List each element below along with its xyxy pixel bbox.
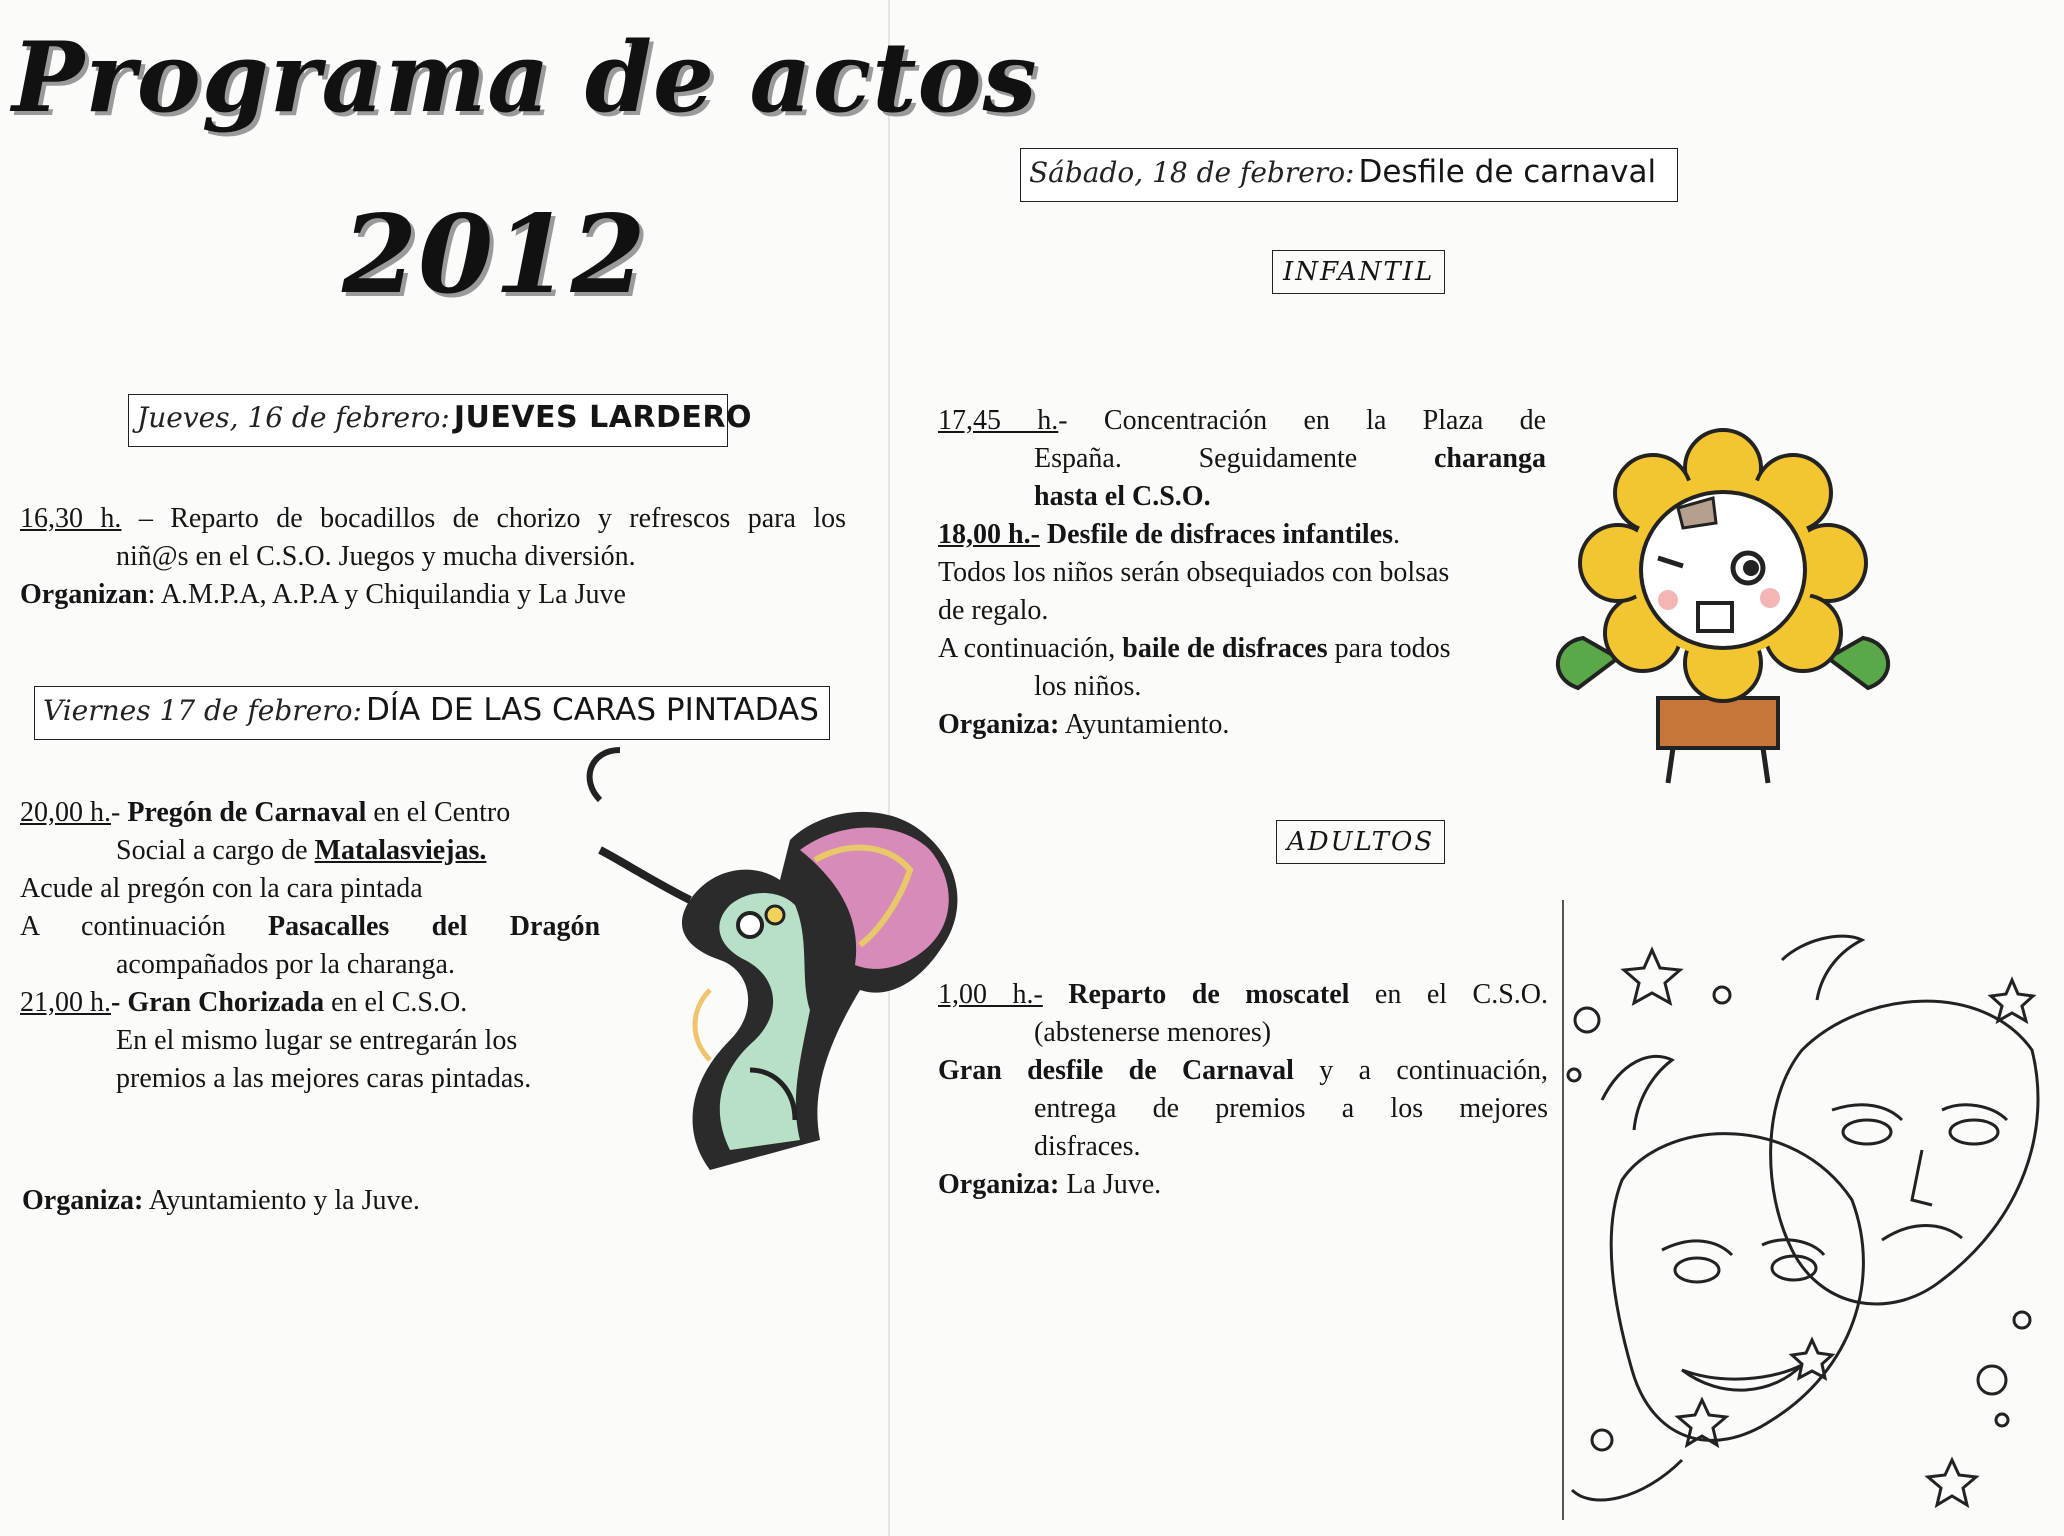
jueves-header-event: JUEVES LARDERO xyxy=(453,400,753,435)
viernes-header-event: DÍA DE LAS CARAS PINTADAS xyxy=(365,692,819,728)
infantil-line-6: de regalo. xyxy=(938,595,1049,626)
infantil-label: INFANTIL xyxy=(1272,250,1445,294)
infantil-line-5: Todos los niños serán obsequiados con bolsas xyxy=(938,557,1450,588)
infantil-line-7: A continuación, baile de disfraces para todos xyxy=(938,633,1451,664)
infantil-line-3: hasta el C.S.O. xyxy=(1034,481,1211,512)
carnival-masks-illustration xyxy=(1562,900,2056,1520)
adultos-line-2: (abstenerse menores) xyxy=(1034,1017,1272,1048)
jueves-block xyxy=(20,500,846,614)
adultos-organizers: Organiza: La Juve. xyxy=(938,1169,1162,1200)
adultos-line-5: disfraces. xyxy=(1034,1131,1141,1162)
jueves-header xyxy=(128,394,753,447)
sabado-header-event: Desfile de carnaval xyxy=(1358,154,1657,190)
viernes-block xyxy=(20,794,600,1098)
infantil-line-1: 17,45 h.- Concentración en la Plaza de xyxy=(938,405,1547,436)
page-title: Programa de actos xyxy=(12,21,1038,134)
sabado-header xyxy=(1020,148,1678,202)
adultos-label: ADULTOS xyxy=(1276,820,1445,864)
sunflower-character-illustration xyxy=(1538,428,1908,798)
adultos-line-3: Gran desfile de Carnaval y a continuación, xyxy=(938,1055,1548,1086)
viernes-organizers: Organiza: Ayuntamiento y la Juve. xyxy=(22,1185,420,1216)
sabado-header-label: Sábado, 18 de febrero: xyxy=(1029,156,1355,189)
viernes-header-label: Viernes 17 de febrero: xyxy=(43,694,362,727)
jueves-header-label: Jueves, 16 de febrero: xyxy=(137,401,450,434)
infantil-block xyxy=(938,402,1546,744)
viernes-line-2: Social a cargo de Matalasviejas. xyxy=(116,835,487,866)
infantil-line-8: los niños. xyxy=(1034,671,1142,702)
infantil-line-2: España. Seguidamente charanga xyxy=(1034,443,1546,474)
viernes-line-6: 21,00 h.- Gran Chorizada en el C.S.O. xyxy=(20,987,468,1018)
jueves-line-2: niñ@s en el C.S.O. Juegos y mucha diversión. xyxy=(116,541,636,572)
adultos-line-1: 1,00 h.- Reparto de moscatel en el C.S.O. xyxy=(938,979,1549,1010)
viernes-line-7: En el mismo lugar se entregarán los xyxy=(116,1025,518,1056)
dragon-illustration xyxy=(560,740,980,1170)
adultos-block xyxy=(938,976,1548,1204)
viernes-header xyxy=(34,686,830,740)
viernes-line-5: acompañados por la charanga. xyxy=(116,949,455,980)
viernes-line-4: A continuación Pasacalles del Dragón xyxy=(20,911,601,942)
infantil-organizers: Organiza: Ayuntamiento. xyxy=(938,709,1230,740)
infantil-line-4: 18,00 h.- Desfile de disfraces infantiles. xyxy=(938,519,1400,550)
jueves-organizers: Organizan: A.M.P.A, A.P.A y Chiquilandia y La Juve xyxy=(20,579,626,610)
viernes-line-3: Acude al pregón con la cara pintada xyxy=(20,873,423,904)
jueves-line-1: 16,30 h. – Reparto de bocadillos de chorizo y refrescos para los xyxy=(20,503,846,534)
viernes-line-8: premios a las mejores caras pintadas. xyxy=(116,1063,532,1094)
page-year: 2012 xyxy=(342,192,647,318)
viernes-line-1: 20,00 h.- Pregón de Carnaval en el Centro xyxy=(20,797,511,828)
adultos-line-4: entrega de premios a los mejores xyxy=(1034,1093,1548,1124)
